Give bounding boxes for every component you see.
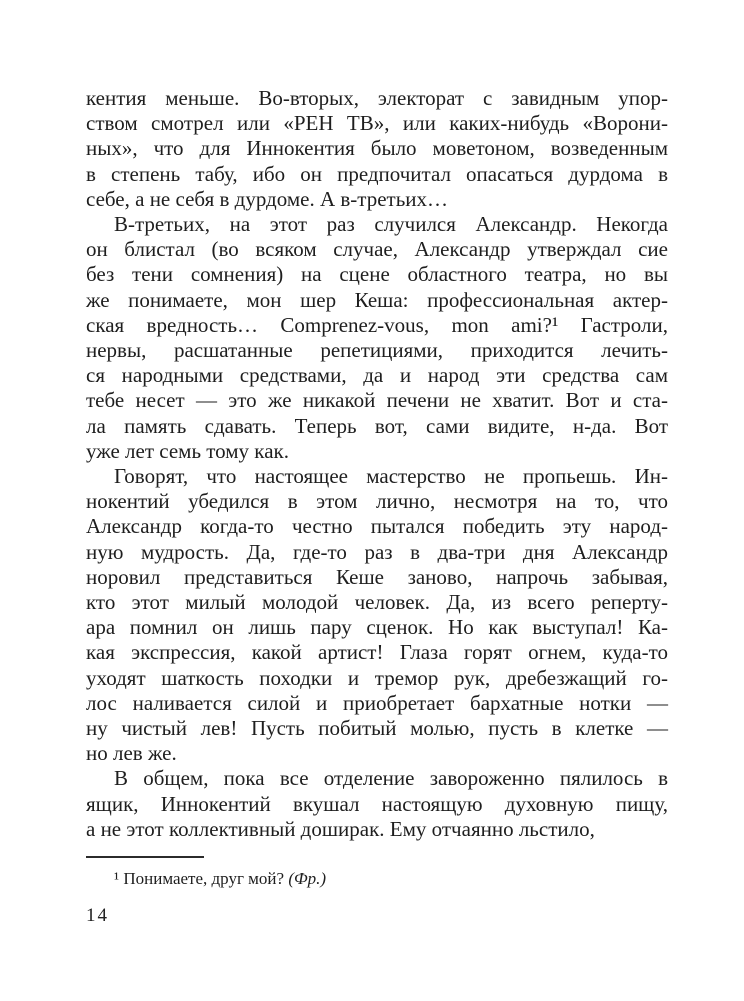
text-line: тебе несет — это же никакой печени не хватит. Вот и ста-	[86, 388, 668, 413]
text-line: же понимаете, мон шер Кеша: профессиональная актер-	[86, 287, 668, 312]
page-number: 14	[86, 905, 109, 927]
text-line: ну чистый лев! Пусть побитый молью, пусть в клетке —	[86, 716, 668, 741]
text-line: Говорят, что настоящее мастерство не пропьешь. Ин-	[114, 464, 668, 489]
text-line: ская вредность… Comprenez-vous, mon ami?¹ Гастроли,	[86, 312, 668, 337]
paragraph	[86, 86, 668, 212]
text-line: в степень табу, ибо он предпочитал опасаться дурдома в	[86, 161, 668, 186]
text-line: кая экспрессия, какой артист! Глаза горят огнем, куда-то	[86, 640, 668, 665]
footnote-rule	[86, 856, 204, 858]
text-line: кентия меньше. Во-вторых, электорат с завидным упор-	[86, 86, 668, 110]
text-line: он блистал (во всяком случае, Александр утверждал сие	[86, 237, 668, 262]
text-line: ла память сдавать. Теперь вот, сами видите, н-да. Вот	[86, 413, 668, 438]
text-line: лос наливается силой и приобретает бархатные нотки —	[86, 690, 668, 715]
footnote-language: (Фр.)	[288, 869, 327, 889]
paragraph	[86, 212, 668, 464]
text-line: нервы, расшатанные репетициями, приходится лечить-	[86, 338, 668, 363]
text-line: Александр когда-то честно пытался победить эту народ-	[86, 514, 668, 539]
text-line: ных», что для Иннокентия было моветоном, возведенным	[86, 136, 668, 161]
text-line: уходят шаткость походки и тремор рук, дребезжащий го-	[86, 665, 668, 690]
text-line: норовил представиться Кеше заново, напрочь забывая,	[86, 564, 668, 589]
text-line: ящик, Иннокентий вкушал настоящую духовную пищу,	[86, 791, 668, 816]
text-line: ся народными средствами, да и народ эти средства сам	[86, 363, 668, 388]
text-line: уже лет семь тому как.	[86, 438, 289, 463]
footnote	[86, 856, 668, 889]
text-line: ара помнил он лишь пару сценок. Но как выступал! Ка-	[86, 615, 668, 640]
text-line: В-третьих, на этот раз случился Александр. Некогда	[114, 212, 668, 237]
footnote-text	[86, 868, 668, 889]
footnote-body: ¹ Понимаете, друг мой?	[114, 869, 289, 889]
text-line: без тени сомнения) на сцене областного театра, но вы	[86, 262, 668, 287]
paragraph	[86, 766, 668, 842]
text-line: кто этот милый молодой человек. Да, из всего реперту-	[86, 590, 668, 615]
text-line: себе, а не себя в дурдоме. А в-третьих…	[86, 186, 449, 211]
text-line: ством смотрел или «РЕН ТВ», или каких-нибудь «Ворони-	[86, 111, 668, 136]
text-line: ную мудрость. Да, где-то раз в два-три дня Александр	[86, 539, 668, 564]
body-text	[86, 86, 668, 842]
text-line: но лев же.	[86, 741, 177, 766]
text-line: а не этот коллективный доширак. Ему отчаянно льстило,	[86, 816, 595, 841]
text-line: нокентий убедился в этом лично, несмотря на то, что	[86, 489, 668, 514]
paragraph	[86, 464, 668, 766]
text-line: В общем, пока все отделение завороженно пялилось в	[114, 766, 668, 791]
